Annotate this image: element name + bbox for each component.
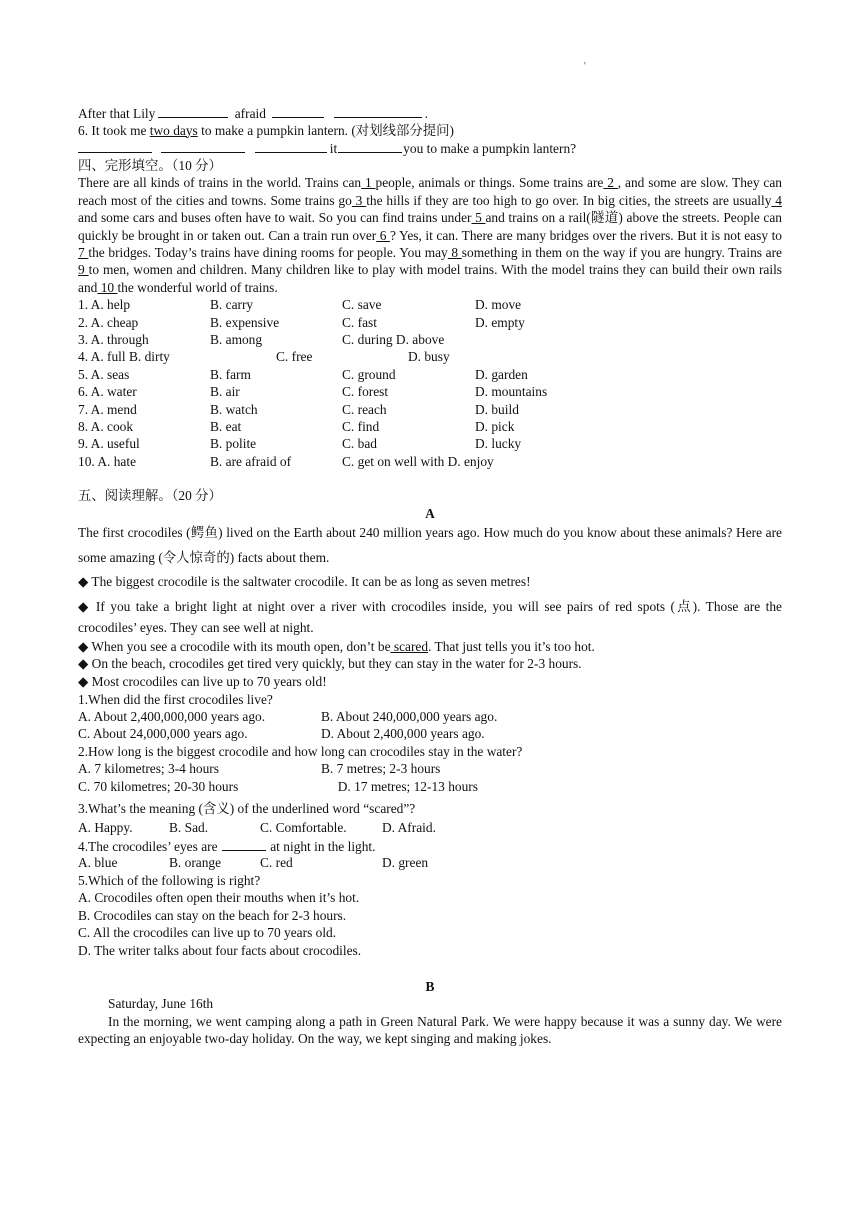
fact-item: ◆ Most crocodiles can live up to 70 years old! (78, 673, 327, 689)
fact-item (78, 638, 782, 656)
cloze-blank: 2 (603, 175, 618, 191)
answer-option[interactable]: A. About 2,400,000,000 years ago. (78, 709, 266, 725)
option-c[interactable]: C. ground (342, 366, 396, 382)
page-content (78, 104, 782, 1048)
fill-in-line-1 (78, 104, 782, 122)
cloze-option-row (78, 453, 782, 470)
text: 6. It took me (78, 122, 150, 138)
option-d[interactable]: D. lucky (475, 436, 522, 452)
fact-item: ◆ On the beach, crocodiles get tired very quickly, but they can stay in the water for 2-3 hours. (78, 656, 582, 672)
cloze-blank: 9 (78, 262, 89, 278)
text: you to make a pumpkin lantern? (403, 141, 577, 157)
option-d[interactable]: D. green (382, 855, 429, 871)
option-b[interactable]: B. eat (210, 418, 242, 434)
cloze-blank: 3 (351, 192, 367, 208)
answer-option[interactable]: B. About 240,000,000 years ago. (321, 709, 498, 725)
page-mark: ' (584, 61, 586, 72)
cloze-blank: 6 (376, 227, 391, 243)
text: it (329, 141, 338, 157)
text: at night in the light. (266, 838, 376, 854)
question-2: 2.How long is the biggest crocodile and how long can crocodiles stay in the water? (78, 743, 523, 759)
option-a[interactable]: 6. A. water (78, 384, 137, 400)
option-b[interactable]: B. farm (210, 366, 251, 382)
answer-option[interactable]: D. 17 metres; 12-13 hours (321, 778, 478, 794)
question-1: 1.When did the first crocodiles live? (78, 691, 273, 707)
option-c[interactable]: C. find (342, 418, 380, 434)
option-a[interactable]: 1. A. help (78, 297, 131, 313)
option-c[interactable]: C. Comfortable. (260, 820, 347, 836)
option-d[interactable]: D. garden (475, 366, 528, 382)
text: After that Lily (78, 106, 156, 121)
diary-date: Saturday, June 16th (108, 996, 214, 1012)
question-1-options (78, 708, 782, 725)
answer-option[interactable]: D. About 2,400,000 years ago. (321, 726, 485, 742)
option-d[interactable]: D. busy (408, 349, 450, 365)
cloze-option-row (78, 348, 782, 365)
question-2-options (78, 760, 782, 777)
option-a[interactable]: A. Crocodiles often open their mouths when it’s hot. (78, 890, 360, 906)
passage-text: There are all kinds of trains in the world. Trains can (78, 175, 362, 191)
passage-text: and trains on a rail(隧道) above the streets. People can quickly be brought in or taken out. Can a train run over (78, 210, 782, 243)
option-c[interactable]: C. free (276, 349, 313, 365)
cloze-option-row (78, 401, 782, 418)
reading-questions (78, 691, 782, 796)
passage-text: the hills if they are too high to go over. In big cities, the streets are usually (366, 192, 772, 208)
passage-text: and some cars and buses often have to wait. So you can find trains under (78, 210, 472, 226)
text: ◆ When you see a crocodile with its mouth open, don’t be (78, 638, 391, 654)
cloze-blank: 8 (447, 245, 462, 260)
option-a[interactable]: 4. A. full B. dirty (78, 349, 170, 365)
question-4 (78, 837, 782, 855)
option-a[interactable]: A. Happy. (78, 820, 133, 836)
option-c[interactable]: C. fast (342, 314, 377, 330)
answer-blank[interactable] (272, 104, 324, 118)
text: . That just tells you it’s too hot. (428, 638, 595, 654)
cloze-option-row (78, 366, 782, 383)
cloze-blank: 1 (361, 175, 376, 191)
option-b[interactable]: B. air (210, 384, 240, 400)
underlined-phrase: two days (149, 122, 198, 138)
answer-option[interactable]: C. 70 kilometres; 20-30 hours (78, 778, 239, 794)
fill-in-line-3 (78, 139, 782, 157)
option-d[interactable]: D. move (475, 297, 522, 313)
option-d[interactable]: D. pick (475, 418, 515, 434)
option-b[interactable]: B. watch (210, 401, 258, 417)
option-c[interactable]: C. red (260, 855, 293, 871)
answer-option[interactable]: A. 7 kilometres; 3-4 hours (78, 761, 219, 777)
cloze-blank: 4 (771, 192, 783, 208)
option-a[interactable]: 8. A. cook (78, 418, 134, 434)
question-2-options (78, 778, 782, 795)
option-b[interactable]: B. polite (210, 436, 257, 452)
option-d[interactable]: D. Afraid. (382, 820, 436, 836)
option-a[interactable]: 7. A. mend (78, 401, 137, 417)
option-a[interactable]: 5. A. seas (78, 366, 130, 382)
question-5: 5.Which of the following is right? (78, 872, 261, 888)
answer-blank[interactable] (255, 139, 327, 153)
option-b[interactable]: B. among (210, 332, 263, 347)
option-d[interactable]: D. The writer talks about four facts about crocodiles. (78, 943, 362, 958)
passage-a-intro: The first crocodiles (鳄鱼) lived on the Earth about 240 million years ago. How much do you know about these animals? Here are some amazing (令人惊奇的) facts about them. (78, 525, 782, 566)
option-b[interactable]: B. are afraid of (210, 453, 292, 469)
fact-item: ◆ The biggest crocodile is the saltwater crocodile. It can be as long as seven metres! (78, 574, 531, 590)
cloze-section-title: 四、完形填空。（10 分） (78, 157, 222, 173)
text: 4.The crocodiles’ eyes are (78, 838, 221, 854)
option-b[interactable]: B. orange (169, 855, 222, 871)
cloze-blank: 7 (78, 245, 89, 260)
option-c[interactable]: C. save (342, 297, 382, 313)
passage-text: to men, women and children. Many children like to play with model trains. With the model trains they can build their own rails and (78, 262, 783, 295)
question-3: 3.What’s the meaning (含义) of the underlined word “scared”? (78, 801, 416, 817)
answer-blank[interactable] (78, 139, 152, 153)
passage-text: people, animals or things. Some trains are (375, 175, 604, 191)
answer-blank[interactable] (161, 139, 245, 153)
cloze-option-row (78, 296, 782, 313)
passage-text: the bridges. Today’s trains have dining rooms for people. You may (88, 245, 448, 260)
fact-item: ◆ If you take a bright light at night over a river with crocodiles inside, you will see pairs of red spots (点). Those are the crocodiles’ eyes. They can see well at night. (78, 598, 782, 635)
answer-option[interactable]: C. About 24,000,000 years ago. (78, 726, 248, 742)
passage-text: the wonderful world of trains. (117, 279, 278, 295)
option-d[interactable]: D. build (475, 401, 519, 417)
cloze-option-row (78, 435, 782, 452)
cloze-blank: 10 (97, 279, 118, 295)
option-b[interactable]: B. Crocodiles can stay on the beach for 2-3 hours. (78, 907, 347, 923)
option-b[interactable]: B. expensive (210, 314, 280, 330)
option-a[interactable]: 9. A. useful (78, 436, 140, 452)
answer-blank[interactable] (338, 139, 402, 153)
cloze-option-row (78, 331, 782, 348)
option-c[interactable]: C. All the crocodiles can live up to 70 years old. (78, 925, 337, 941)
option-c[interactable]: C. bad (342, 436, 377, 452)
text: afraid (234, 106, 266, 121)
underlined-word: scared (390, 638, 429, 654)
cloze-options (78, 296, 782, 470)
passage-b-paragraph: In the morning, we went camping along a path in Green Natural Park. We were happy because it was a sunny day. We were expecting an enjoyable two-day holiday. On the way, we kept singing and making jokes. (78, 1013, 782, 1047)
option-a[interactable]: 10. A. hate (78, 453, 137, 469)
option-c[interactable]: C. get on well with D. enjoy (342, 453, 494, 469)
question-1-options (78, 725, 782, 742)
option-d[interactable]: D. mountains (475, 384, 548, 400)
cloze-blank: 5 (471, 210, 486, 226)
question-4-options (78, 854, 782, 871)
cloze-option-row (78, 418, 782, 435)
question-6 (78, 122, 782, 140)
question-3-options (78, 819, 782, 836)
option-a[interactable]: 2. A. cheap (78, 314, 139, 330)
answer-blank[interactable] (158, 104, 228, 118)
text: . (424, 106, 429, 121)
passage-text: , and some are slow. They can reach most of the cities and towns. Some trains go (78, 175, 782, 208)
answer-blank[interactable] (334, 104, 422, 118)
option-c[interactable]: C. reach (342, 401, 387, 417)
cloze-passage (78, 174, 782, 296)
passage-b-label: B (425, 978, 435, 994)
option-c[interactable]: C. during D. above (342, 332, 445, 347)
cloze-option-row (78, 383, 782, 400)
option-a[interactable]: 3. A. through (78, 332, 149, 347)
option-c[interactable]: C. forest (342, 384, 389, 400)
passage-text: something in them on the way if you are hungry. Trains are (461, 245, 782, 260)
option-d[interactable]: D. empty (475, 314, 525, 330)
answer-option[interactable]: B. 7 metres; 2-3 hours (321, 761, 441, 777)
passage-text: ? Yes, it can. There are many bridges over the rivers. But it is not easy to (390, 227, 782, 243)
option-a[interactable]: A. blue (78, 855, 118, 871)
answer-blank[interactable] (222, 837, 266, 851)
option-b[interactable]: B. Sad. (169, 820, 209, 836)
reading-section-title: 五、阅读理解。（20 分） (78, 488, 222, 504)
text: to make a pumpkin lantern. (对划线部分提问) (197, 122, 454, 138)
passage-a-label: A (425, 505, 435, 521)
option-b[interactable]: B. carry (210, 297, 254, 313)
cloze-option-row (78, 314, 782, 331)
